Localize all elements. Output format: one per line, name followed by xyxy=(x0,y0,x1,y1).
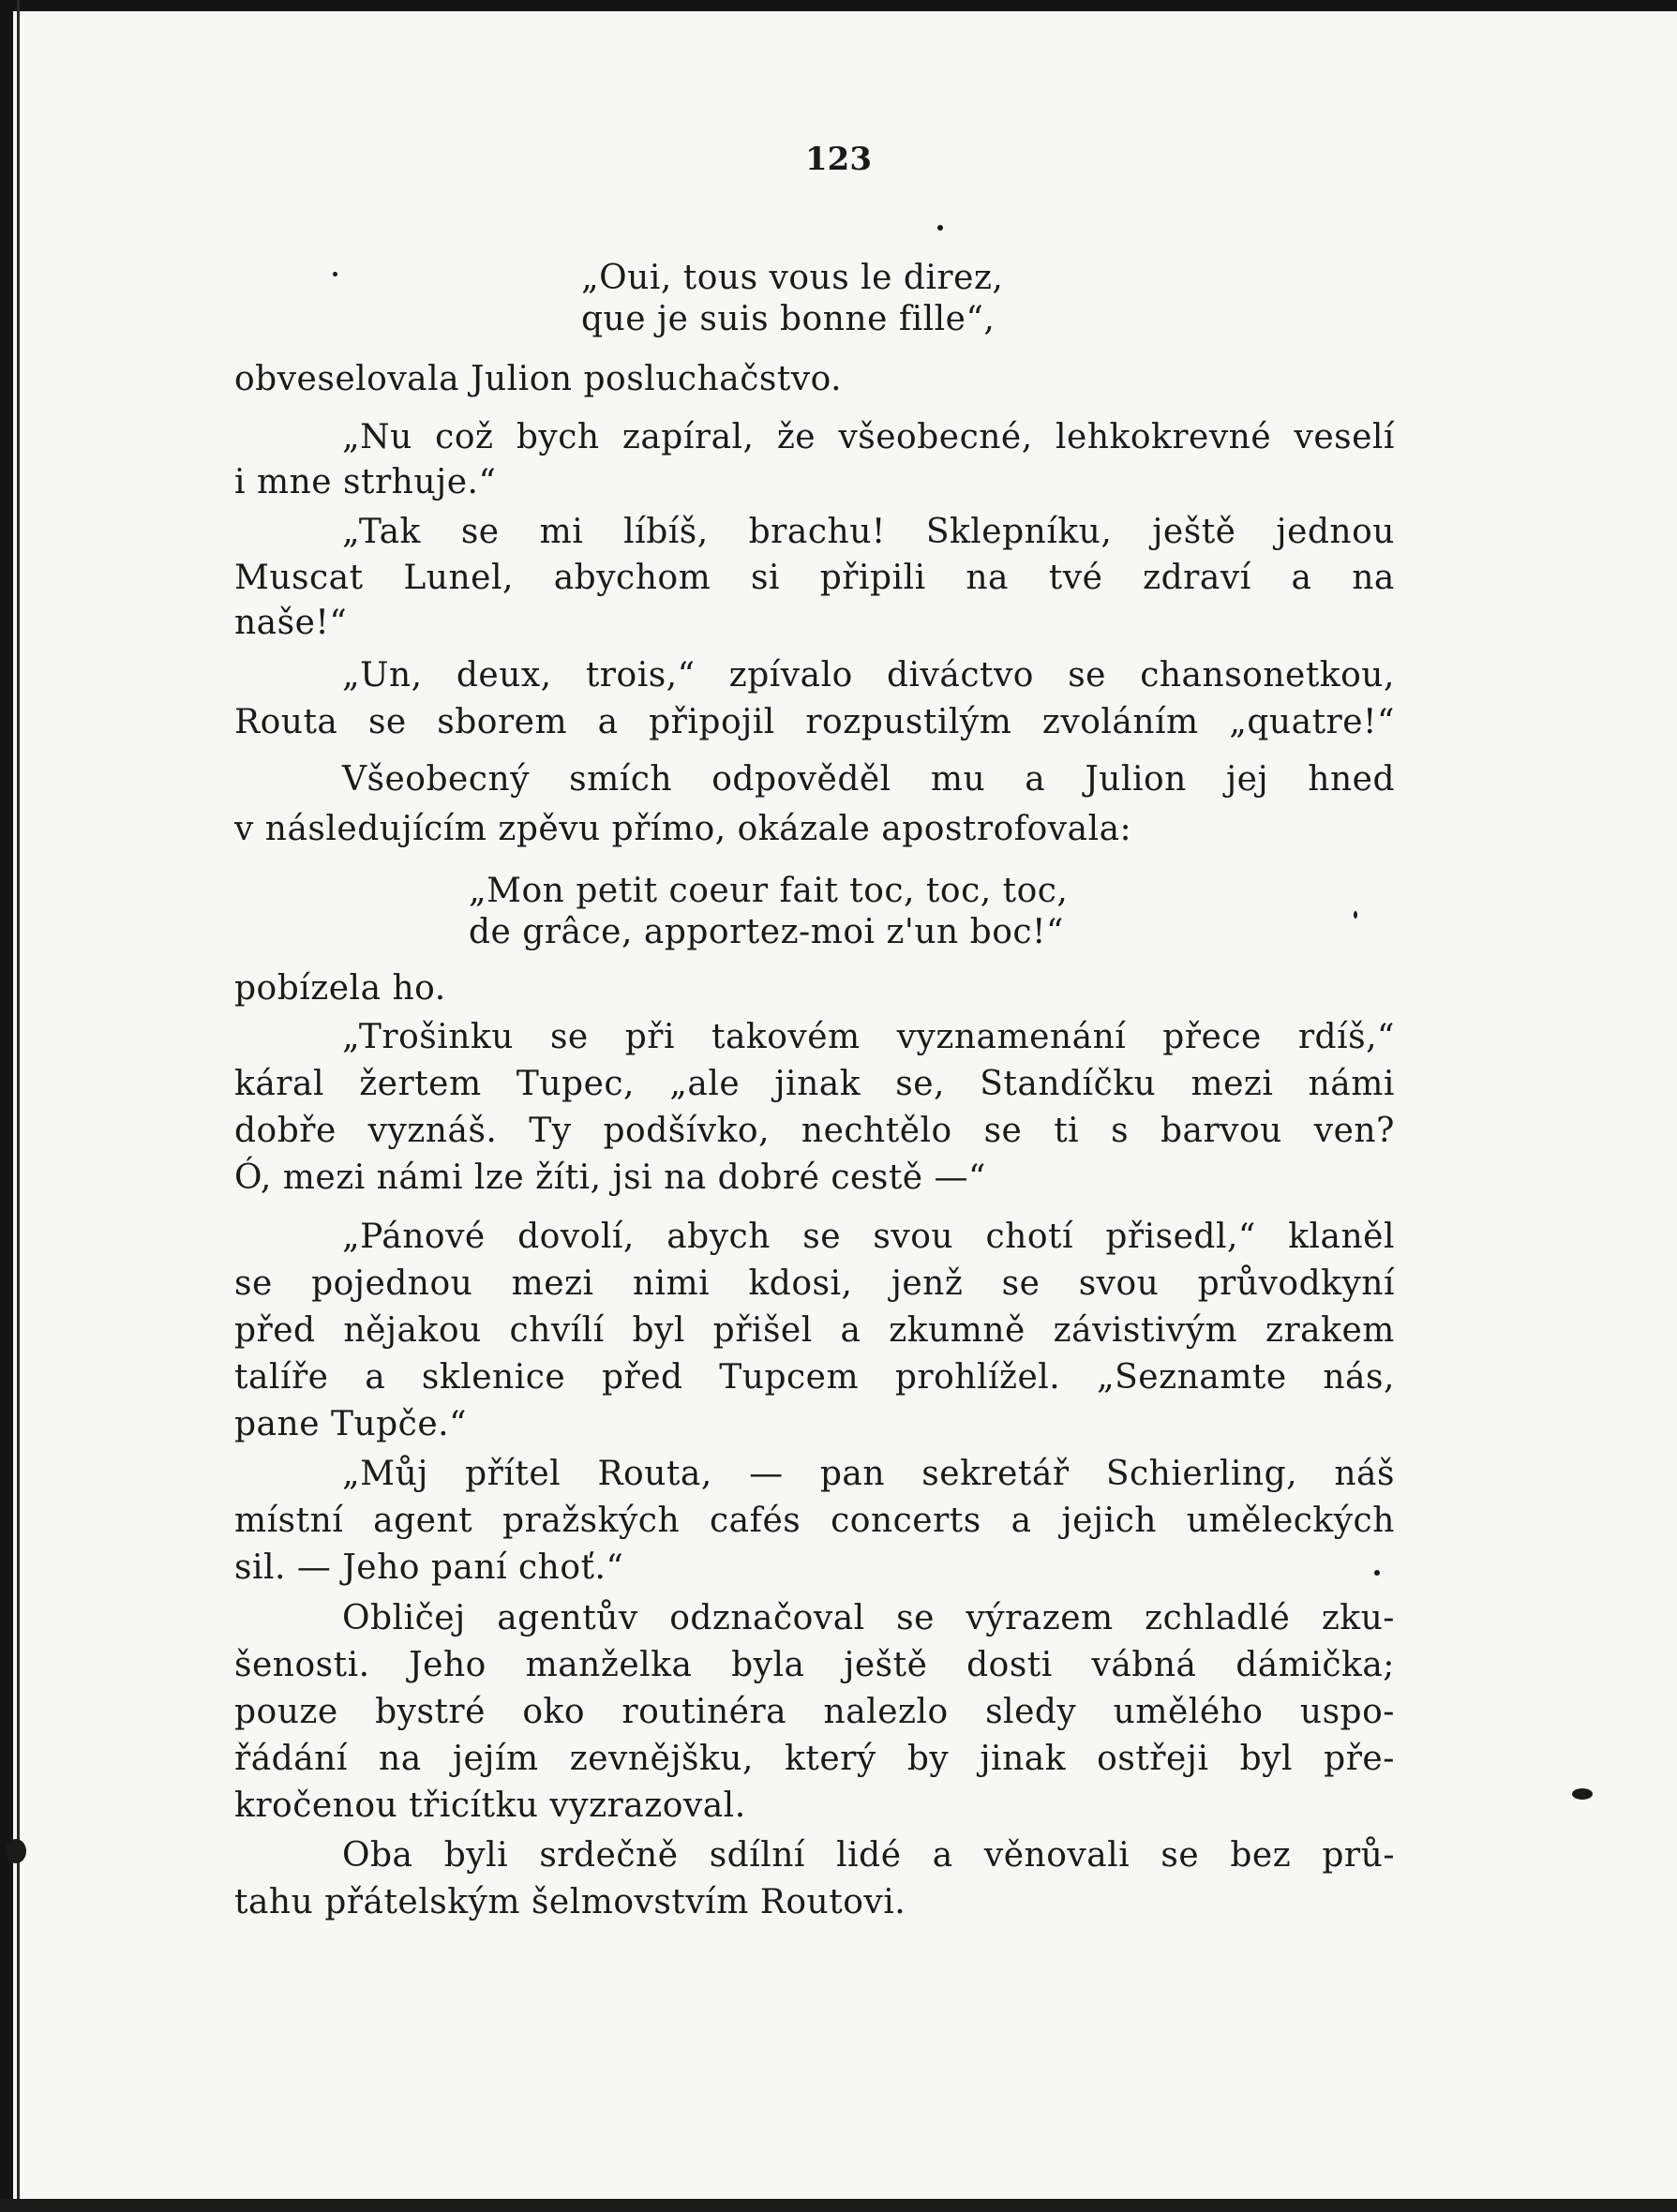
text-line: Oba byli srdečně sdílní lidé a věnovali se bez prů- xyxy=(342,1836,1395,1875)
ink-speck xyxy=(6,1839,26,1863)
scan-border-left xyxy=(0,0,13,2212)
text-line: v následujícím zpěvu přímo, okázale apostrofovala: xyxy=(234,810,1132,848)
text-line: Všeobecný smích odpověděl mu a Julion jej hned xyxy=(342,760,1395,799)
verse-line: „Oui, tous vous le direz, xyxy=(581,259,1004,297)
text-line: před nějakou chvílí byl přišel a zkumně závistivým zrakem xyxy=(234,1311,1395,1350)
text-line: „Nu což bych zapíral, že všeobecné, lehkokrevné veselí xyxy=(342,418,1395,456)
text-line: Muscat Lunel, abychom si připili na tvé zdraví a na xyxy=(234,559,1395,597)
scan-border-top xyxy=(0,0,1677,11)
text-line: káral žertem Tupec, „ale jinak se, Standíčku mezi námi xyxy=(234,1065,1395,1103)
text-line: obveselovala Julion posluchačstvo. xyxy=(234,360,843,398)
scan-border-bottom xyxy=(0,2199,1677,2212)
ink-speck xyxy=(1354,911,1357,919)
ink-speck xyxy=(937,225,943,231)
ink-speck xyxy=(1374,1570,1380,1576)
text-line: talíře a sklenice před Tupcem prohlížel. „Seznamte nás, xyxy=(234,1358,1395,1397)
text-line: sil. — Jeho paní choť.“ xyxy=(234,1548,624,1587)
text-line: i mne strhuje.“ xyxy=(234,463,497,501)
text-line: tahu přátelským šelmovstvím Routovi. xyxy=(234,1883,906,1921)
text-line: pouze bystré oko routinéra nalezlo sledy umělého uspo- xyxy=(234,1693,1395,1731)
text-line: „Un, deux, trois,“ zpívalo diváctvo se chansonetkou, xyxy=(342,656,1395,695)
verse-line: de grâce, apportez-moi z'un boc!“ xyxy=(469,913,1064,951)
ink-speck xyxy=(1572,1788,1593,1800)
text-line: řádání na jejím zevnějšku, který by jinak ostřeji byl pře- xyxy=(234,1740,1395,1778)
text-line: kročenou třicítku vyzrazoval. xyxy=(234,1786,746,1825)
verse-line: que je suis bonne fille“, xyxy=(581,300,996,338)
text-line: Obličej agentův odznačoval se výrazem zchladlé zku- xyxy=(342,1599,1395,1637)
verse-line: „Mon petit coeur fait toc, toc, toc, xyxy=(469,872,1069,910)
ink-speck xyxy=(333,272,337,276)
text-line: pane Tupče.“ xyxy=(234,1405,467,1443)
text-line: dobře vyznáš. Ty podšívko, nechtělo se ti s barvou ven? xyxy=(234,1112,1395,1150)
text-line: pobízela ho. xyxy=(234,969,446,1008)
text-line: šenosti. Jeho manželka byla ještě dosti vábná dámička; xyxy=(234,1646,1395,1684)
page-number: 123 xyxy=(805,141,872,178)
text-line: „Tak se mi líbíš, brachu! Sklepníku, ještě jednou xyxy=(342,513,1395,551)
text-line: naše!“ xyxy=(234,604,348,642)
text-line: místní agent pražských cafés concerts a jejich uměleckých xyxy=(234,1502,1395,1540)
text-line: „Pánové dovolí, abych se svou chotí přisedl,“ klaněl xyxy=(342,1218,1395,1256)
text-line: „Trošinku se při takovém vyznamenání přece rdíš,“ xyxy=(342,1018,1395,1056)
scan-border-left-inner xyxy=(17,0,20,2212)
text-line: „Můj přítel Routa, — pan sekretář Schierling, náš xyxy=(342,1455,1395,1493)
text-line: Ó, mezi námi lze žíti, jsi na dobré cestě —“ xyxy=(234,1158,986,1197)
text-line: Routa se sborem a připojil rozpustilým zvoláním „quatre!“ xyxy=(234,703,1395,741)
text-line: se pojednou mezi nimi kdosi, jenž se svou průvodkyní xyxy=(234,1264,1395,1303)
